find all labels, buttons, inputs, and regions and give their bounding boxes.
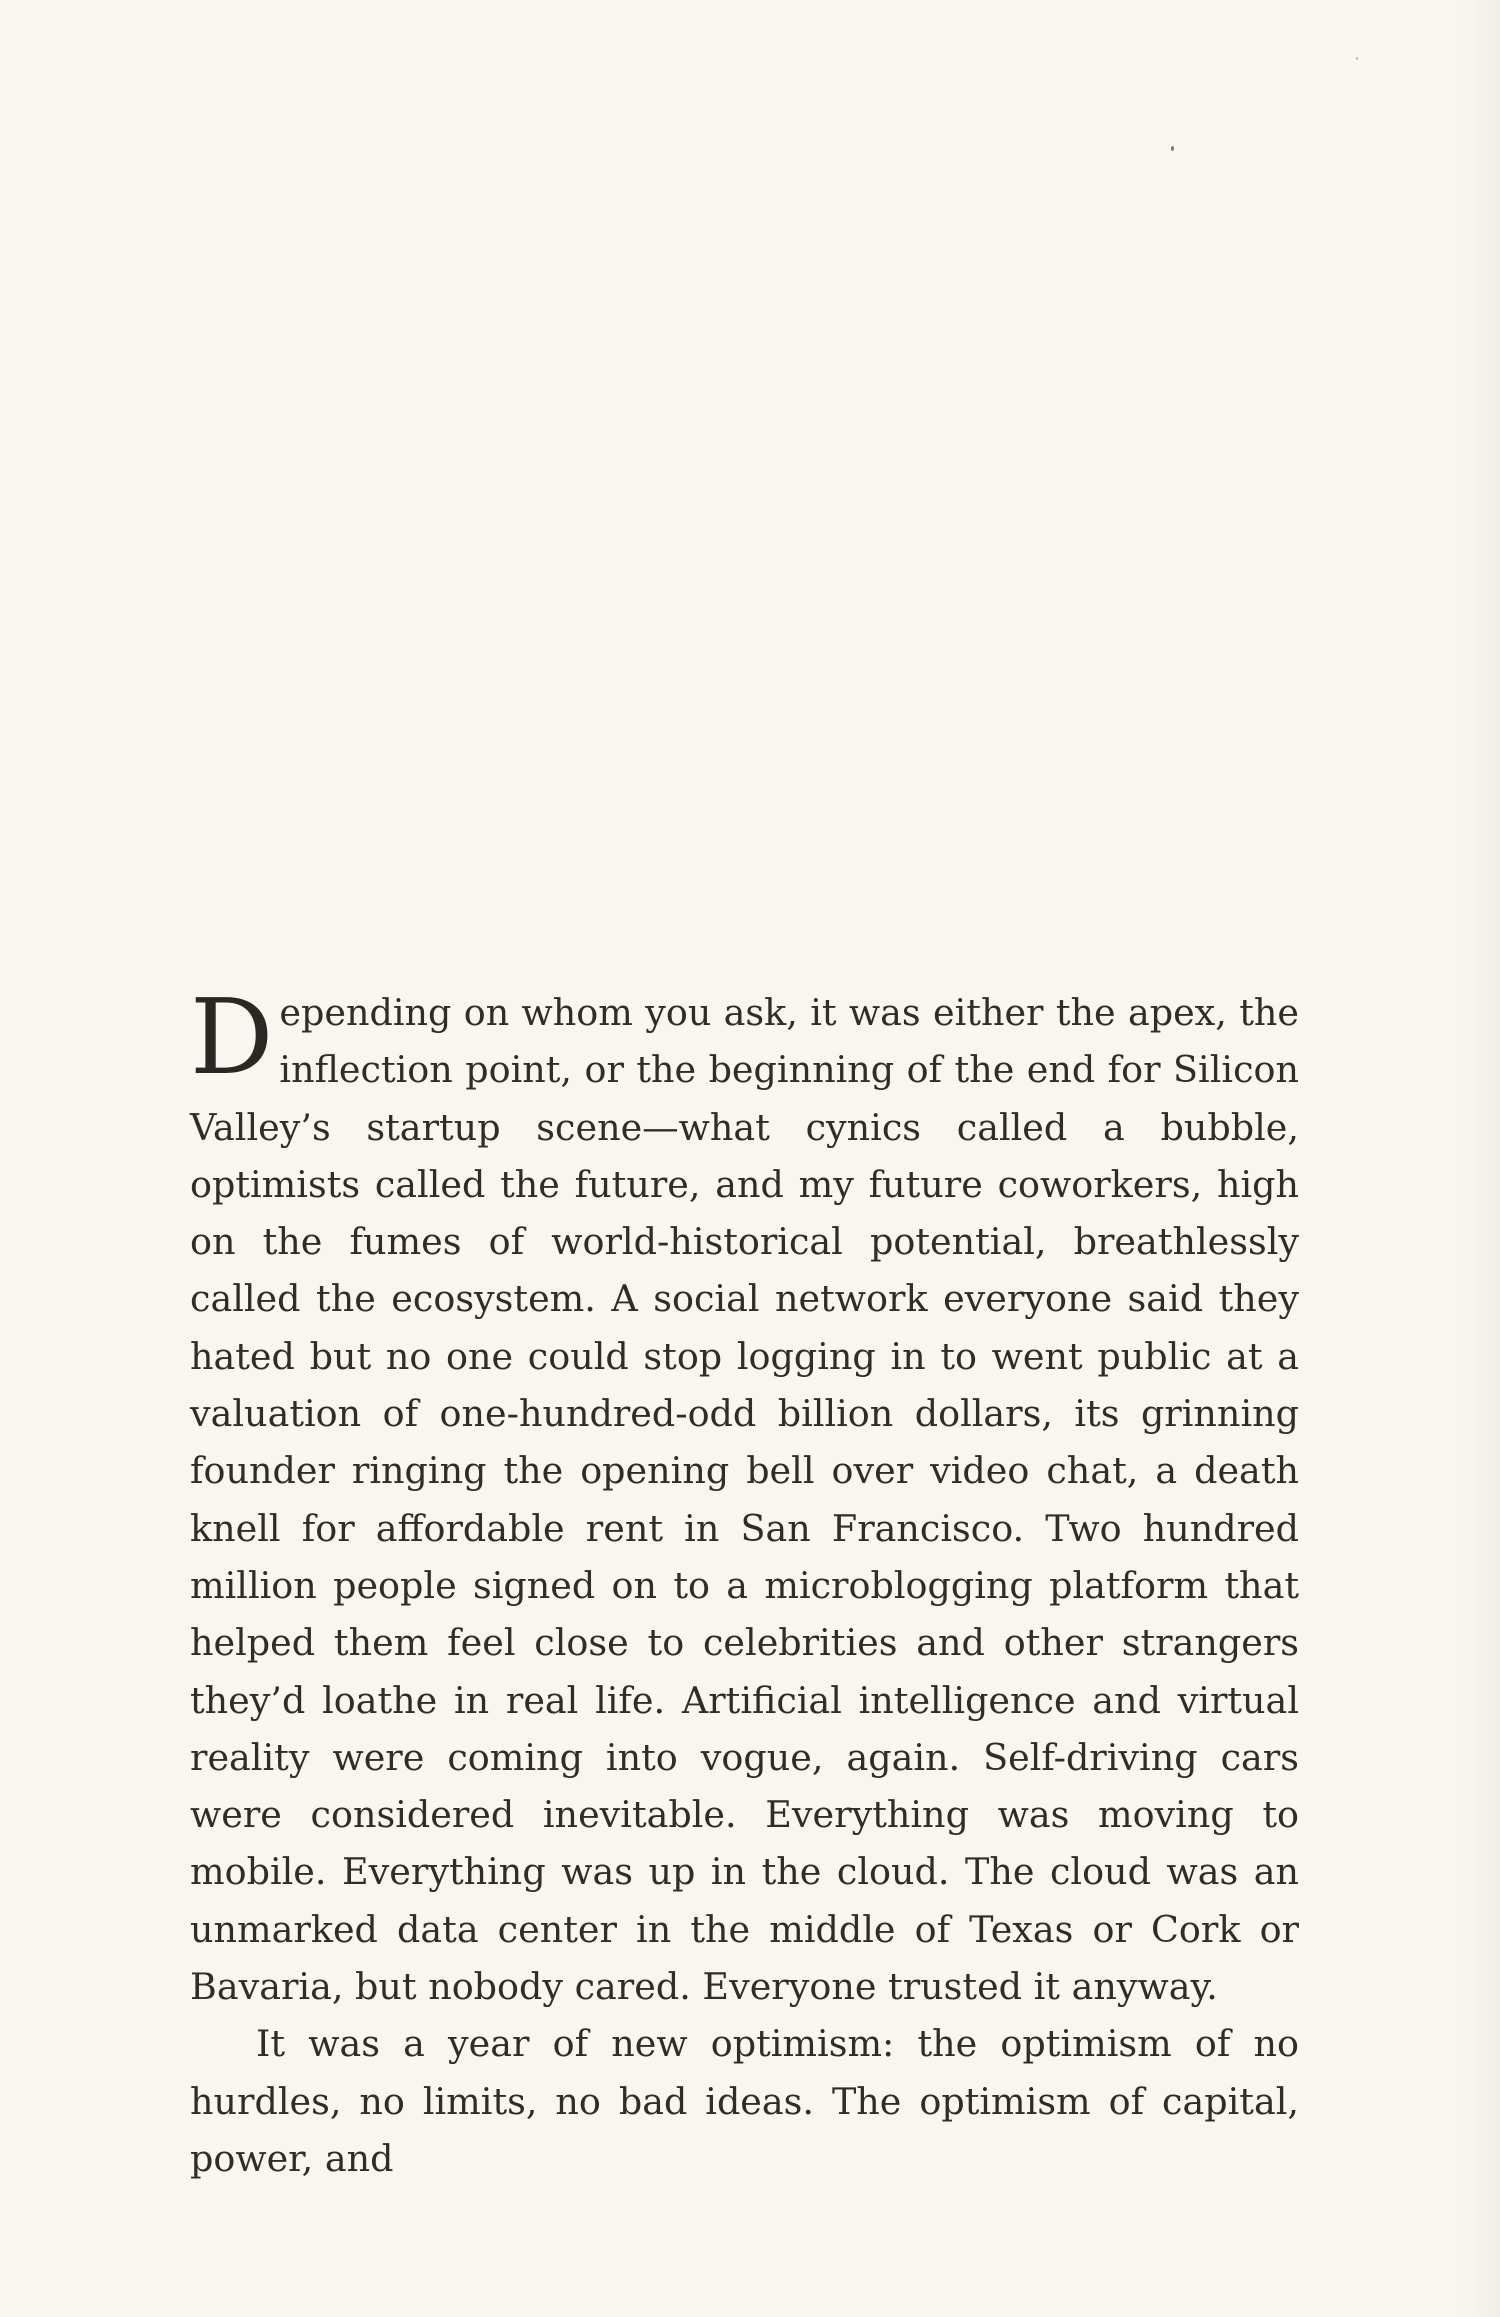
page-speck bbox=[1171, 146, 1174, 151]
paragraph-opening bbox=[190, 976, 1299, 2015]
page-edge-shadow bbox=[1460, 0, 1500, 2317]
page-speck bbox=[1356, 57, 1358, 60]
paragraph-2: It was a year of new optimism: the optimism of no hurdles, no limits, no bad ideas. The optimism of capital, power, and bbox=[190, 2022, 1299, 2180]
paragraph-1-text: epending on whom you ask, it was either the apex, the inflection point, or the beginning of the end for Silicon Valley’s startup scene—what cynics called a bubble, optimists called the future, and my future coworkers, high on the fumes of world-historical potential, breathlessly called the ecosystem. A social network everyone said they hated but no one could stop logging in to went public at a valuation of one-hundred-odd billion dollars, its grinning founder ringing the opening bell over video chat, a death knell for affordable rent in San Francisco. Two hundred million people signed on to a microblogging platform that helped them feel close to celebrities and other strangers they’d loathe in real life. Artificial intelligence and virtual reality were coming into vogue, again. Self-driving cars were considered inevitable. Everything was moving to mobile. Everything was up in the cloud. The cloud was an unmarked data center in the middle of Texas or Cork or Bavaria, but nobody cared. Everyone trusted it anyway. bbox=[190, 991, 1299, 2009]
body-text bbox=[190, 976, 1299, 2187]
drop-cap: D bbox=[190, 976, 274, 1098]
